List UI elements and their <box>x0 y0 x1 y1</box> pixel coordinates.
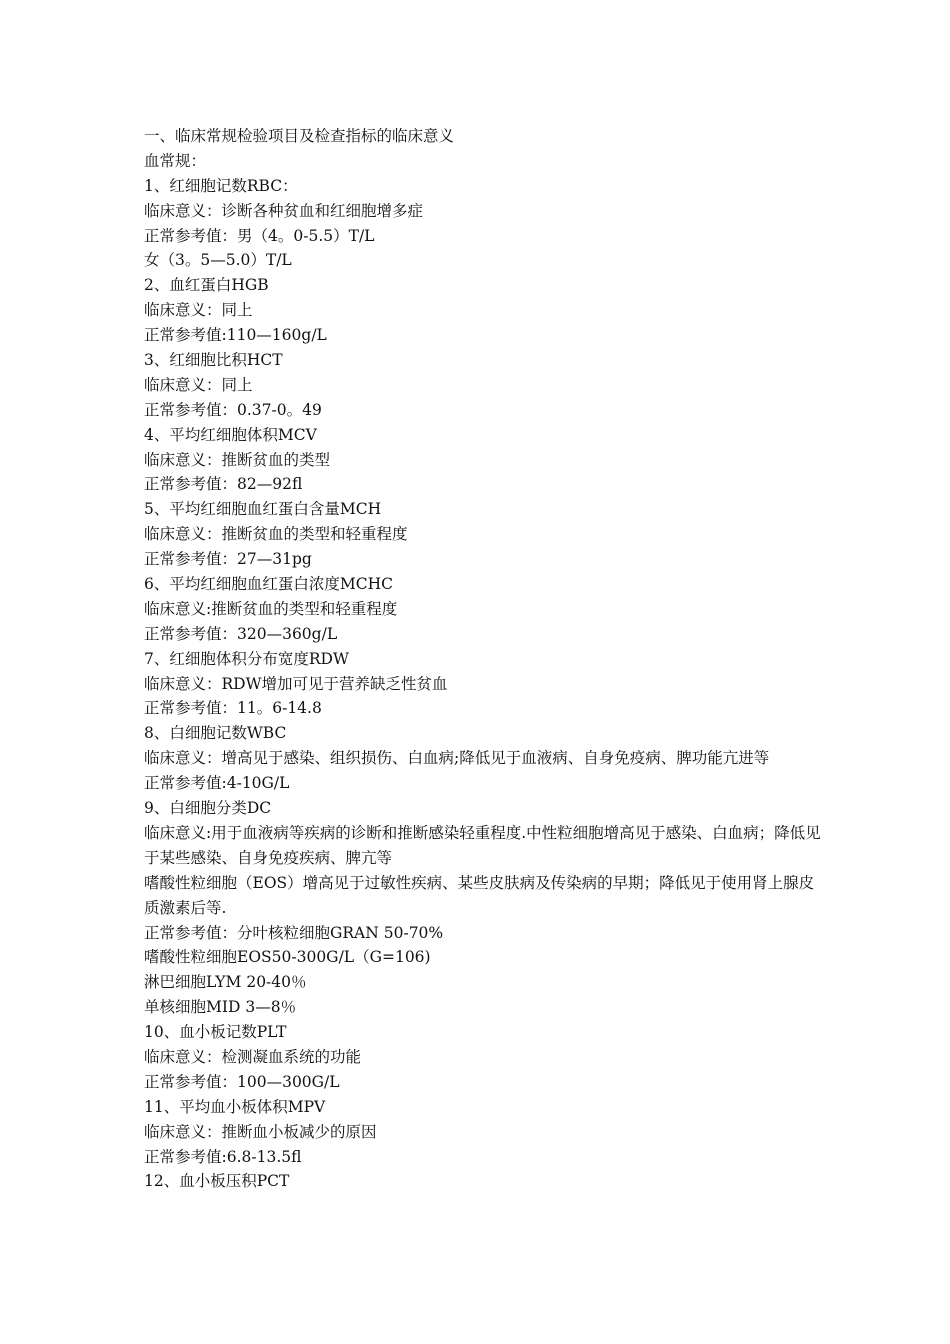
reference-value: 正常参考值:4-10G/L <box>144 774 290 793</box>
reference-value: 正常参考值：分叶核粒细胞GRAN 50-70% <box>144 923 444 942</box>
clinical-significance: 临床意义：诊断各种贫血和红细胞增多症 <box>144 201 424 220</box>
clinical-significance: 临床意义：推断贫血的类型和轻重程度 <box>144 525 408 544</box>
item-title-mpv: 11、平均血小板体积MPV <box>144 1097 326 1116</box>
clinical-significance: 临床意义：检测凝血系统的功能 <box>144 1048 362 1067</box>
reference-value: 正常参考值：0.37-0。49 <box>144 400 322 419</box>
reference-value: 正常参考值：男（4。0-5.5）T/L <box>144 226 375 245</box>
item-title-hgb: 2、血红蛋白HGB <box>144 276 269 295</box>
item-title-mch: 5、平均红细胞血红蛋白含量MCH <box>144 500 382 519</box>
reference-value: 正常参考值：100—300G/L <box>144 1072 340 1091</box>
clinical-significance: 临床意义：增高见于感染、组织损伤、白血病;降低见于血液病、自身免疫病、脾功能亢进等 <box>144 749 770 768</box>
item-title-dc: 9、白细胞分类DC <box>144 799 272 818</box>
reference-value: 女（3。5—5.0）T/L <box>144 251 292 270</box>
reference-value: 正常参考值：320—360g/L <box>144 624 338 643</box>
clinical-significance: 临床意义：同上 <box>144 301 253 320</box>
subsection-heading: 血常规： <box>144 151 207 170</box>
document-body <box>144 124 824 1194</box>
reference-value: 正常参考值：82—92fl <box>144 475 303 494</box>
clinical-significance: 临床意义：RDW增加可见于营养缺乏性贫血 <box>144 674 448 693</box>
item-title-mchc: 6、平均红细胞血红蛋白浓度MCHC <box>144 575 393 594</box>
item-title-rdw: 7、红细胞体积分布宽度RDW <box>144 649 349 668</box>
item-title-wbc: 8、白细胞记数WBC <box>144 724 287 743</box>
clinical-significance: 临床意义：推断贫血的类型 <box>144 450 331 469</box>
clinical-significance-eos: 嗜酸性粒细胞（EOS）增高见于过敏性疾病、某些皮肤病及传染病的早期；降低见于使用肾上腺皮质激素后等. <box>144 873 815 917</box>
item-title-mcv: 4、平均红细胞体积MCV <box>144 425 317 444</box>
clinical-significance: 临床意义：同上 <box>144 375 253 394</box>
clinical-significance: 临床意义:推断贫血的类型和轻重程度 <box>144 599 398 618</box>
item-title-pct: 12、血小板压积PCT <box>144 1172 290 1191</box>
reference-value: 嗜酸性粒细胞EOS50-300G/L（G=106) <box>144 948 431 967</box>
item-title-hct: 3、红细胞比积HCT <box>144 351 283 370</box>
clinical-significance: 临床意义：推断血小板减少的原因 <box>144 1122 377 1141</box>
section-heading: 一、临床常规检验项目及检查指标的临床意义 <box>144 127 455 145</box>
reference-value: 淋巴细胞LYM 20-40％ <box>144 973 307 992</box>
reference-value: 正常参考值：27—31pg <box>144 550 312 569</box>
item-title-rbc: 1、红细胞记数RBC： <box>144 176 298 195</box>
item-title-plt: 10、血小板记数PLT <box>144 1023 287 1042</box>
reference-value: 正常参考值:6.8-13.5fl <box>144 1147 302 1166</box>
clinical-significance: 临床意义:用于血液病等疾病的诊断和推断感染轻重程度.中性粒细胞增高见于感染、白血病；降低见于某些感染、自身免疫疾病、脾亢等 <box>144 823 821 867</box>
reference-value: 正常参考值：11。6-14.8 <box>144 699 322 718</box>
reference-value: 单核细胞MID 3—8％ <box>144 998 297 1017</box>
reference-value: 正常参考值:110—160g/L <box>144 326 327 345</box>
